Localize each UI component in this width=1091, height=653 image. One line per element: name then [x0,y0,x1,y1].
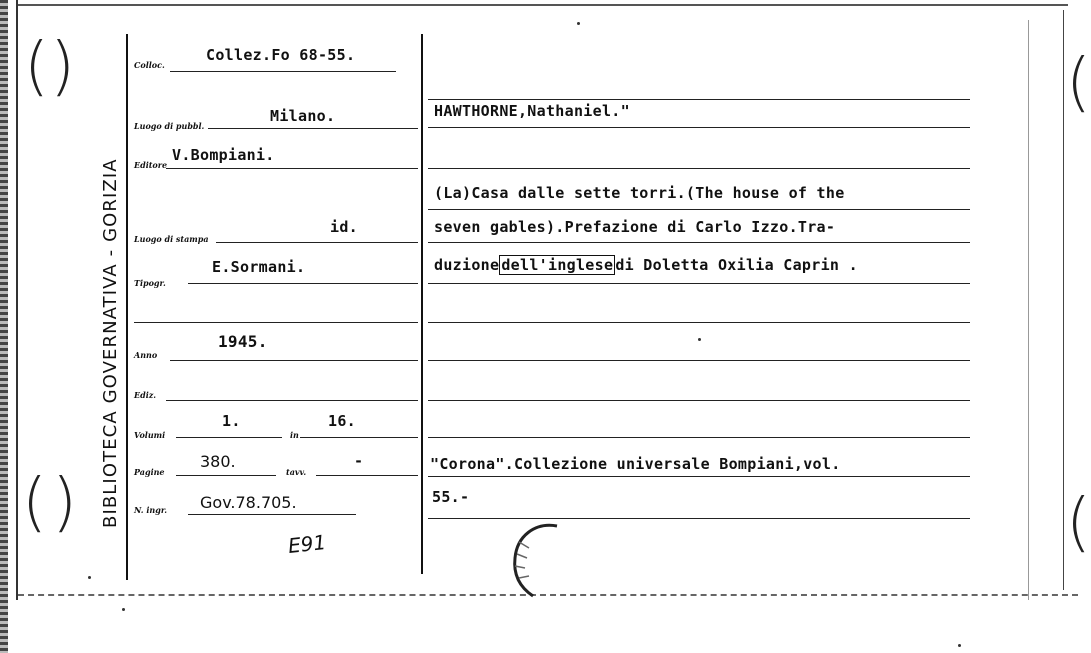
place-of-printing-line [216,242,418,243]
pages-line [176,475,276,476]
stray-dot-4 [958,644,961,647]
left-column-rule [126,34,128,580]
punch-hole-top-left-right: ) [50,30,75,104]
blank-line-left [134,322,418,323]
place-of-printing-value: id. [330,218,358,236]
volumes-line [176,437,282,438]
title-line-1: (La)Casa dalle sette torri.(The house of the [434,184,845,202]
punch-hole-top-left: ( [24,30,49,104]
library-stamp: BIBLIOTECA GOVERNATIVA - GORIZIA [100,158,121,528]
punch-hole-bottom-left-right: ) [52,466,77,540]
place-of-publication-label: Luogo di pubbl. [134,121,205,131]
series-rule-1 [428,476,970,477]
right-line-3 [428,168,970,169]
right-line-blank-3 [428,400,970,401]
title-rule-1 [428,209,970,210]
printer-line [188,283,418,284]
right-line-blank-1 [428,322,970,323]
place-of-publication-line [208,128,418,129]
place-of-publication-value: Milano. [270,107,336,125]
punch-hole-bottom-left: ( [22,466,47,540]
inventory-value: Gov.78.705. [200,493,297,512]
title-rule-3 [428,283,970,284]
series-line-2: 55.- [432,488,470,506]
handwritten-note: E91 [286,530,328,558]
title-line-3-start: duzione [434,256,500,274]
publisher-line [166,168,418,169]
title-line-2: seven gables).Prefazione di Carlo Izzo.Tra- [434,218,836,236]
stray-dot-3 [122,608,125,611]
title-line-3 [434,256,858,274]
right-margin-mark [1028,20,1029,600]
volumes-value: 1. [222,412,241,430]
pages-label: Pagine [134,467,165,477]
card-right-border [1063,10,1064,590]
format-line [300,437,418,438]
inventory-label: N. ingr. [134,505,168,515]
printer-label: Tipogr. [134,278,166,288]
collocation-label: Colloc. [134,60,165,70]
author-line [428,127,970,128]
inventory-line [188,514,356,515]
year-label: Anno [134,350,158,360]
punch-hole-bottom-right: ( [1066,486,1091,560]
title-line-3-bracketed: dell'inglese [501,256,614,274]
volumes-label: Volumi [134,430,166,440]
collocation-line [170,71,396,72]
format-value: 16. [328,412,356,430]
edition-line [166,400,418,401]
publisher-label: Editore [134,160,168,170]
right-top-line [428,99,970,100]
plates-line [316,475,418,476]
card-top-border [18,4,1068,6]
pages-value: 380. [200,452,236,471]
publisher-value: V.Bompiani. [172,146,275,164]
year-value: 1945. [218,332,268,351]
stray-dot-2 [698,338,701,341]
plates-value: - [354,452,364,470]
format-label: in [290,430,299,440]
card-left-edge [0,0,8,653]
title-line-3-end: di Doletta Oxilia Caprin . [615,256,858,274]
stray-dot-1 [577,22,580,25]
punch-hole-top-right: ( [1066,46,1091,120]
series-line-1: "Corona".Collezione universale Bompiani,vol. [430,455,841,473]
year-line [170,360,418,361]
right-line-blank-4 [428,437,970,438]
author-heading: HAWTHORNE,Nathaniel." [434,102,630,120]
collocation-value: Collez.Fo 68-55. [206,46,356,64]
plates-label: tavv. [286,467,307,477]
right-line-blank-2 [428,360,970,361]
title-rule-2 [428,242,970,243]
center-column-rule [421,34,423,574]
scribble-mark [505,514,575,604]
printer-value: E.Sormani. [212,258,306,276]
edition-label: Ediz. [134,390,157,400]
card-left-border [16,0,18,600]
place-of-printing-label: Luogo di stampa [134,234,209,244]
stray-dot-5 [88,576,91,579]
